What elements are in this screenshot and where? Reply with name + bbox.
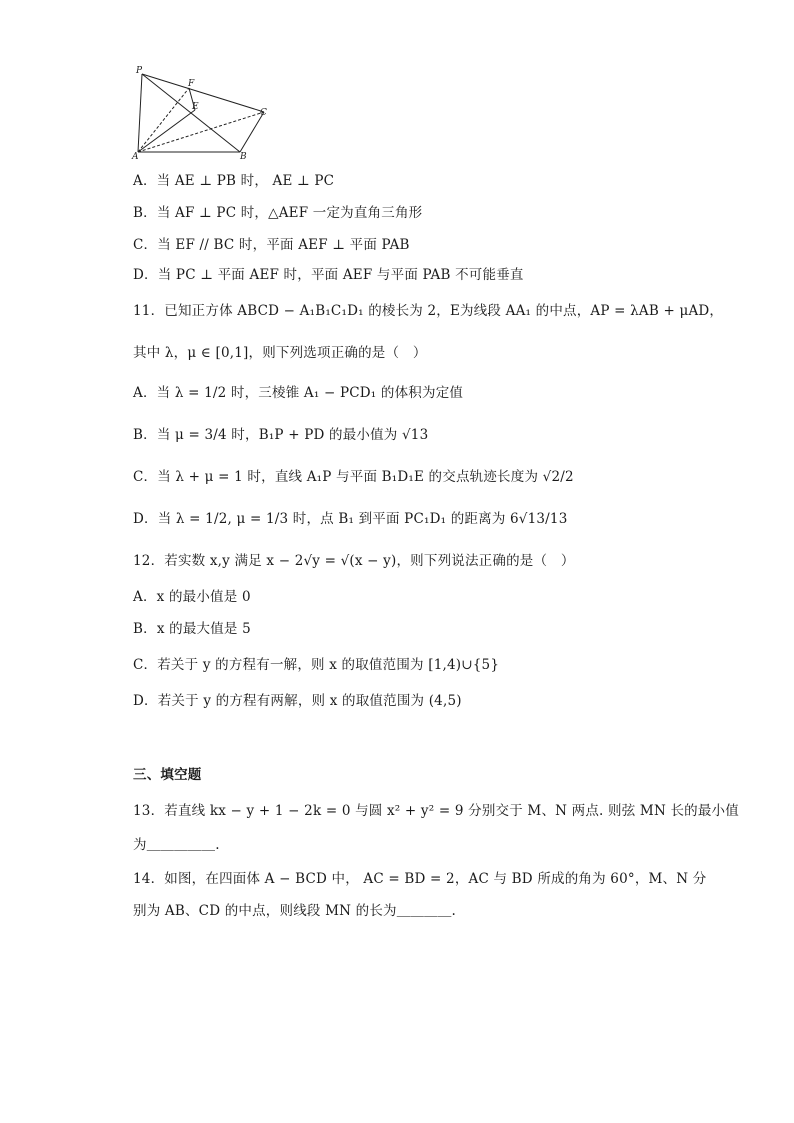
edge-pc (142, 74, 264, 112)
q10-option-c: C．当 EF // BC 时，平面 AEF ⊥ 平面 PAB (133, 237, 410, 253)
label-c: C (260, 108, 267, 118)
section-heading: 三、填空题 (133, 767, 202, 783)
q10-option-d: D．当 PC ⊥ 平面 AEF 时，平面 AEF 与平面 PAB 不可能垂直 (133, 267, 524, 283)
q12-stem: 12．若实数 x,y 满足 x − 2√y = √(x − y)，则下列说法正确的是（ ） (133, 553, 575, 569)
q10-option-b: B．当 AF ⊥ PC 时，△AEF 一定为直角三角形 (133, 205, 423, 221)
label-e: E (192, 102, 199, 112)
q11-option-c: C．当 λ + μ = 1 时，直线 A₁P 与平面 B₁D₁E 的交点轨迹长度为 √2/2 (133, 469, 574, 485)
q12-option-a: A．x 的最小值是 0 (133, 589, 251, 605)
label-b: B (240, 152, 247, 162)
q14-line-1: 14．如图，在四面体 A − BCD 中， AC = BD = 2，AC 与 BD 所成的角为 60°，M、N 分 (133, 871, 707, 887)
edge-ac (138, 112, 264, 152)
q11-stem-2: 其中 λ，μ ∈ [0,1]，则下列选项正确的是（ ） (133, 345, 427, 361)
q11-option-b: B．当 μ = 3/4 时，B₁P + PD 的最小值为 √13 (133, 427, 429, 443)
q12-option-c: C．若关于 y 的方程有一解，则 x 的取值范围为 [1,4)∪{5} (133, 657, 500, 673)
label-a: A (132, 152, 139, 162)
q13-line-1: 13．若直线 kx − y + 1 − 2k = 0 与圆 x² + y² = 9 分别交于 M、N 两点. 则弦 MN 长的最小值 (133, 803, 739, 819)
q12-option-b: B．x 的最大值是 5 (133, 621, 251, 637)
q12-option-d: D．若关于 y 的方程有两解，则 x 的取值范围为 (4,5) (133, 693, 462, 709)
edge-pa (138, 74, 142, 152)
q13-line-2: 为＿＿＿＿＿. (133, 837, 220, 853)
q11-option-d: D．当 λ = 1/2, μ = 1/3 时，点 B₁ 到平面 PC₁D₁ 的距离为 6√13/13 (133, 511, 568, 527)
label-p: P (136, 66, 143, 76)
pyramid-figure (128, 62, 278, 162)
q11-stem-1: 11．已知正方体 ABCD − A₁B₁C₁D₁ 的棱长为 2，E为线段 AA₁ 的中点，AP = λAB + μAD， (133, 303, 724, 319)
q11-option-a: A．当 λ = 1/2 时，三棱锥 A₁ − PCD₁ 的体积为定值 (133, 385, 464, 401)
q10-option-a: A．当 AE ⊥ PB 时， AE ⊥ PC (133, 173, 335, 189)
label-f: F (188, 79, 195, 89)
q14-line-2: 别为 AB、CD 的中点，则线段 MN 的长为＿＿＿＿. (133, 903, 457, 919)
